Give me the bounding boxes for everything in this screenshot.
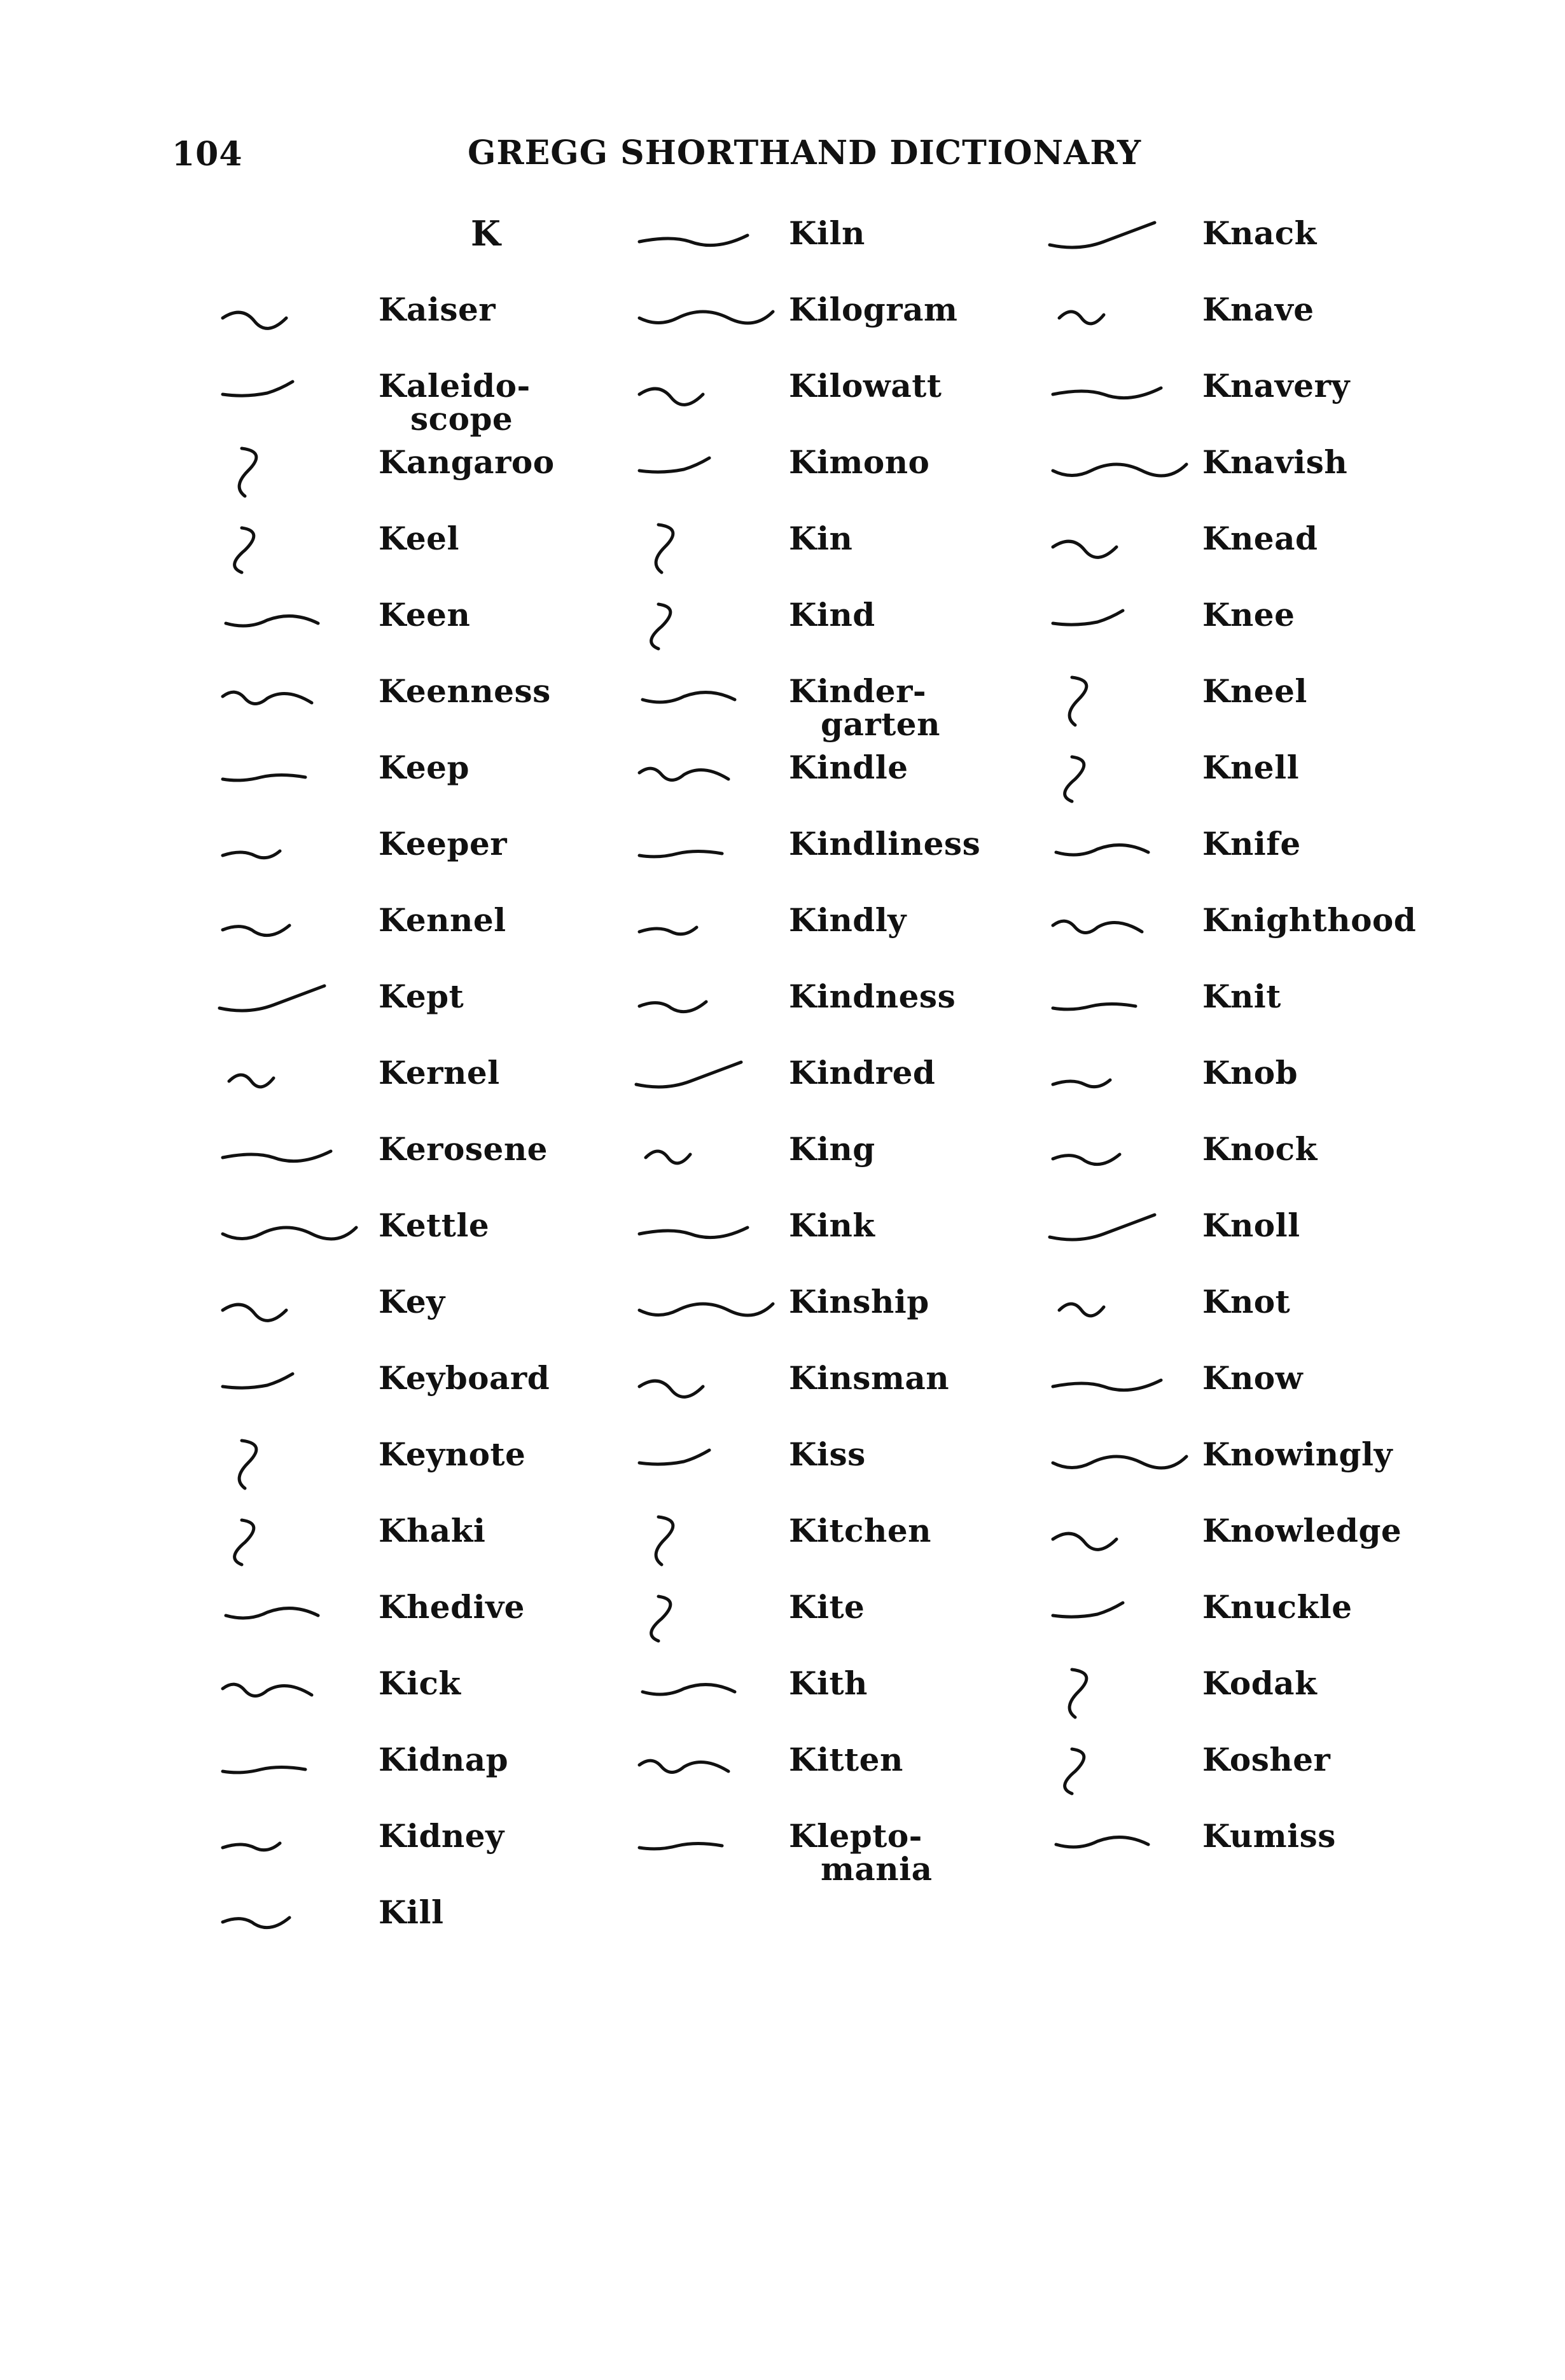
shorthand-outline — [1047, 1437, 1193, 1495]
entry-word: Kaiser — [379, 291, 496, 328]
shorthand-outline — [633, 369, 779, 426]
shorthand-outline — [1047, 1361, 1193, 1418]
entry-word: Knit — [1202, 978, 1281, 1015]
entry-word: Keeper — [379, 825, 508, 862]
shorthand-outline — [216, 1743, 363, 1800]
entry-word: Know — [1202, 1359, 1304, 1397]
dictionary-entry — [1047, 1437, 1555, 1507]
entry-word: Kith — [789, 1664, 868, 1702]
shorthand-outline — [633, 216, 779, 273]
shorthand-outline — [216, 445, 363, 502]
entry-word: Kitchen — [789, 1512, 932, 1549]
shorthand-outline — [1047, 1666, 1193, 1724]
entry-word: Kiss — [789, 1436, 866, 1473]
entry-word: Kilowatt — [789, 367, 942, 405]
shorthand-outline — [633, 1056, 779, 1113]
entry-word: Kangaroo — [379, 443, 555, 481]
shorthand-outline — [633, 1208, 779, 1266]
entry-word: Knighthood — [1202, 901, 1417, 939]
shorthand-outline — [633, 1514, 779, 1571]
shorthand-outline — [1047, 598, 1193, 655]
shorthand-outline — [1047, 293, 1193, 350]
entry-word: Knell — [1202, 749, 1300, 786]
shorthand-outline — [216, 1132, 363, 1189]
shorthand-outline — [633, 1285, 779, 1342]
shorthand-outline — [216, 1056, 363, 1113]
dictionary-entry — [1047, 1285, 1555, 1355]
shorthand-outline — [216, 522, 363, 579]
dictionary-entry — [1047, 1743, 1555, 1813]
dictionary-entry — [1047, 293, 1555, 363]
shorthand-outline — [216, 1514, 363, 1571]
entry-word-continuation: mania — [821, 1850, 933, 1888]
entry-word: Knob — [1202, 1054, 1298, 1091]
entry-word: Kilogram — [789, 291, 958, 328]
entry-word: Kidney — [379, 1817, 504, 1855]
entry-word: Kindness — [789, 978, 956, 1015]
entry-word: Kimono — [789, 443, 930, 481]
entry-word: Kept — [379, 978, 464, 1015]
entry-word: Kin — [789, 520, 853, 557]
entry-word: Keyboard — [379, 1359, 550, 1397]
shorthand-outline — [1047, 216, 1193, 273]
dictionary-entry — [1047, 903, 1555, 973]
shorthand-outline — [1047, 445, 1193, 502]
entry-word: Knock — [1202, 1130, 1318, 1168]
shorthand-outline — [1047, 903, 1193, 960]
shorthand-outline — [216, 1666, 363, 1724]
dictionary-entry — [1047, 827, 1555, 897]
shorthand-outline — [216, 1819, 363, 1876]
entry-word: Knave — [1202, 291, 1314, 328]
shorthand-outline — [1047, 751, 1193, 808]
shorthand-outline — [216, 903, 363, 960]
shorthand-outline — [633, 674, 779, 731]
dictionary-entry — [1047, 522, 1555, 592]
shorthand-outline — [216, 1285, 363, 1342]
dictionary-entry — [1047, 979, 1555, 1049]
shorthand-outline — [633, 903, 779, 960]
section-letter: K — [471, 213, 501, 254]
entry-word: Kiln — [789, 214, 865, 252]
entry-word: King — [789, 1130, 875, 1168]
entry-word: Kinship — [789, 1283, 929, 1320]
shorthand-outline — [633, 1666, 779, 1724]
shorthand-outline — [633, 445, 779, 502]
shorthand-outline — [1047, 369, 1193, 426]
page-number: 104 — [172, 135, 243, 174]
entry-word: Knee — [1202, 596, 1295, 633]
entry-word: Kosher — [1202, 1741, 1331, 1778]
shorthand-outline — [216, 827, 363, 884]
dictionary-entry — [1047, 369, 1555, 439]
entry-word: Knuckle — [1202, 1588, 1353, 1626]
entry-word: Kidnap — [379, 1741, 509, 1778]
shorthand-outline — [216, 1590, 363, 1647]
dictionary-entry — [1047, 216, 1555, 286]
shorthand-outline — [1047, 1819, 1193, 1876]
entry-word: Kodak — [1202, 1664, 1318, 1702]
entry-word: Kink — [789, 1207, 875, 1244]
entry-word: Keen — [379, 596, 471, 633]
dictionary-entry — [1047, 1208, 1555, 1278]
entry-word-continuation: scope — [410, 400, 513, 438]
shorthand-outline — [216, 751, 363, 808]
shorthand-outline — [633, 293, 779, 350]
entry-word: Keynote — [379, 1436, 526, 1473]
shorthand-outline — [216, 979, 363, 1037]
shorthand-outline — [1047, 827, 1193, 884]
shorthand-outline — [1047, 1056, 1193, 1113]
entry-word: Knife — [1202, 825, 1301, 862]
shorthand-outline — [633, 1361, 779, 1418]
dictionary-entry — [1047, 445, 1555, 515]
dictionary-entry — [1047, 598, 1555, 668]
dictionary-entry — [1047, 1361, 1555, 1431]
entry-word: Kerosene — [379, 1130, 548, 1168]
shorthand-outline — [1047, 674, 1193, 731]
shorthand-outline — [1047, 1285, 1193, 1342]
entry-word: Knavery — [1202, 367, 1350, 405]
dictionary-entry — [1047, 674, 1555, 744]
dictionary-entry — [216, 1895, 725, 1965]
shorthand-outline — [633, 522, 779, 579]
entry-word: Klepto- — [789, 1817, 922, 1855]
dictionary-entry — [1047, 1056, 1555, 1126]
entry-word-continuation: garten — [821, 705, 940, 743]
entry-word: Knot — [1202, 1283, 1291, 1320]
entry-word: Knead — [1202, 520, 1318, 557]
shorthand-outline — [633, 979, 779, 1037]
shorthand-outline — [633, 1590, 779, 1647]
entry-word: Knack — [1202, 214, 1317, 252]
entry-word: Kinder- — [789, 672, 927, 710]
entry-word: Kinsman — [789, 1359, 950, 1397]
shorthand-outline — [1047, 1743, 1193, 1800]
shorthand-outline — [633, 1743, 779, 1800]
shorthand-outline — [1047, 979, 1193, 1037]
shorthand-outline — [216, 598, 363, 655]
entry-word: Kitten — [789, 1741, 903, 1778]
entry-word: Khaki — [379, 1512, 486, 1549]
entry-word: Kneel — [1202, 672, 1307, 710]
entry-word: Kaleido- — [379, 367, 531, 405]
shorthand-outline — [216, 369, 363, 426]
entry-word: Kennel — [379, 901, 506, 939]
shorthand-outline — [1047, 522, 1193, 579]
entry-word: Keenness — [379, 672, 551, 710]
shorthand-outline — [633, 751, 779, 808]
entry-word: Knowledge — [1202, 1512, 1402, 1549]
shorthand-outline — [633, 827, 779, 884]
entry-word: Knowingly — [1202, 1436, 1393, 1473]
shorthand-outline — [216, 1437, 363, 1495]
entry-word: Kind — [789, 596, 875, 633]
entry-word: Keel — [379, 520, 459, 557]
shorthand-outline — [216, 674, 363, 731]
entry-word: Kettle — [379, 1207, 490, 1244]
entry-word: Key — [379, 1283, 445, 1320]
dictionary-entry — [1047, 1666, 1555, 1736]
shorthand-outline — [633, 598, 779, 655]
entry-word: Kumiss — [1202, 1817, 1336, 1855]
entry-word: Kindly — [789, 901, 907, 939]
entry-word: Kindliness — [789, 825, 981, 862]
dictionary-entry — [1047, 751, 1555, 820]
entry-word: Kindred — [789, 1054, 936, 1091]
entry-word: Knavish — [1202, 443, 1348, 481]
shorthand-outline — [216, 293, 363, 350]
shorthand-outline — [1047, 1132, 1193, 1189]
entry-word: Kill — [379, 1893, 444, 1931]
shorthand-outline — [633, 1819, 779, 1876]
entry-word: Khedive — [379, 1588, 525, 1626]
entry-word: Keep — [379, 749, 470, 786]
shorthand-outline — [216, 1361, 363, 1418]
entry-word: Knoll — [1202, 1207, 1300, 1244]
dictionary-entry — [1047, 1590, 1555, 1660]
shorthand-outline — [1047, 1590, 1193, 1647]
page-title: GREGG SHORTHAND DICTIONARY — [468, 134, 1142, 172]
entry-word: Kernel — [379, 1054, 500, 1091]
shorthand-outline — [216, 1208, 363, 1266]
shorthand-outline — [1047, 1208, 1193, 1266]
shorthand-outline — [633, 1437, 779, 1495]
dictionary-entry — [1047, 1819, 1555, 1889]
shorthand-outline — [633, 1132, 779, 1189]
dictionary-entry — [1047, 1514, 1555, 1584]
shorthand-outline — [216, 1895, 363, 1953]
entry-word: Kick — [379, 1664, 461, 1702]
shorthand-outline — [1047, 1514, 1193, 1571]
entry-word: Kite — [789, 1588, 865, 1626]
dictionary-entry — [1047, 1132, 1555, 1202]
entry-word: Kindle — [789, 749, 908, 786]
